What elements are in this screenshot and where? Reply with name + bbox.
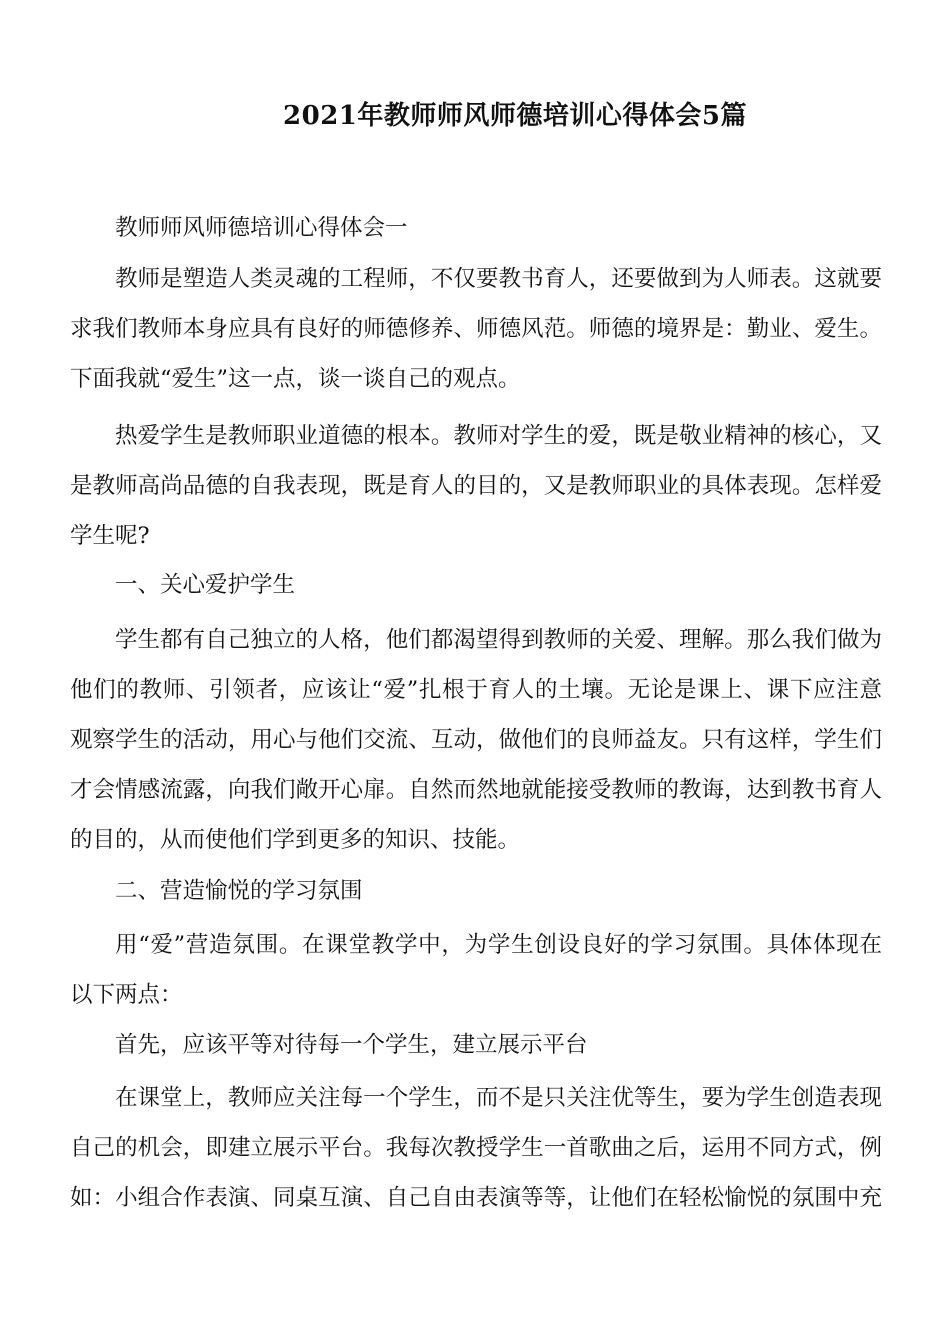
paragraph-line: 求我们教师本身应具有良好的师德修养、师德风范。师德的境界是：勤业、爱生。 (70, 316, 882, 342)
document-title: 2021年教师师风师德培训心得体会5篇 (283, 101, 747, 131)
paragraph-line: 学生都有自己独立的人格，他们都渴望得到教师的关爱、理解。那么我们做为 (115, 627, 882, 653)
paragraph-line: 的目的，从而使他们学到更多的知识、技能。 (70, 827, 521, 853)
subheading: 首先，应该平等对待每一个学生，建立展示平台 (115, 1032, 588, 1058)
paragraph-line: 热爱学生是教师职业道德的根本。教师对学生的爱，既是敬业精神的核心，又 (115, 423, 882, 449)
paragraph-line: 用“爱”营造氛围。在课堂教学中，为学生创设良好的学习氛围。具体体现在 (115, 932, 882, 958)
paragraph-line: 以下两点： (70, 982, 183, 1008)
section-heading: 教师师风师德培训心得体会一 (115, 215, 408, 241)
paragraph-line: 是教师高尚品德的自我表现，既是育人的目的，又是教师职业的具体表现。怎样爱 (70, 473, 882, 499)
paragraph-line: 自己的机会，即建立展示平台。我每次教授学生一首歌曲之后，运用不同方式，例 (70, 1135, 882, 1161)
paragraph-line: 下面我就“爱生”这一点，谈一谈自己的观点。 (70, 366, 521, 392)
paragraph-line: 学生呢? (70, 523, 150, 549)
paragraph-line: 观察学生的活动，用心与他们交流、互动，做他们的良师益友。只有这样，学生们 (70, 727, 882, 753)
paragraph-line: 教师是塑造人类灵魂的工程师，不仅要教书育人，还要做到为人师表。这就要 (115, 266, 882, 292)
subheading: 二、营造愉悦的学习氛围 (115, 878, 363, 904)
subheading: 一、关心爱护学生 (115, 572, 296, 598)
paragraph-line: 如：小组合作表演、同桌互演、自己自由表演等等，让他们在轻松愉悦的氛围中充 (70, 1185, 882, 1211)
paragraph-line: 才会情感流露，向我们敞开心扉。自然而然地就能接受教师的教诲，达到教书育人 (70, 777, 882, 803)
paragraph-line: 他们的教师、引领者，应该让“爱”扎根于育人的土壤。无论是课上、课下应注意 (70, 677, 882, 703)
paragraph-line: 在课堂上，教师应关注每一个学生，而不是只关注优等生，要为学生创造表现 (115, 1085, 882, 1111)
